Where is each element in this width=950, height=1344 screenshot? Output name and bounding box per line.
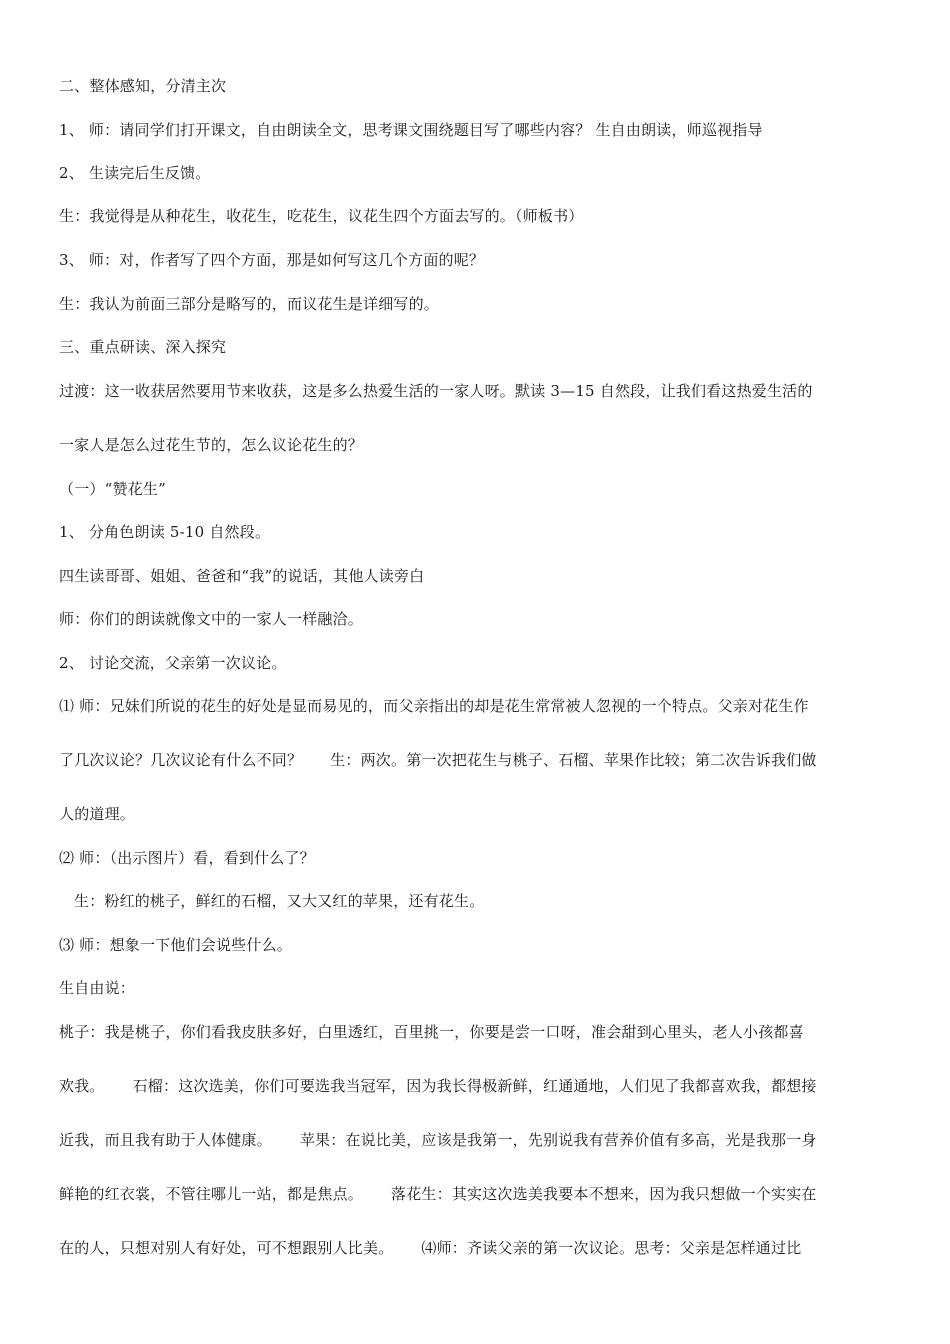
paragraph-line: 一家人是怎么过花生节的，怎么议论花生的？: [59, 436, 364, 454]
section-heading-2: 二、整体感知，分清主次: [59, 77, 227, 95]
paragraph-line: [59, 1076, 899, 1096]
paragraph-line: 生：我觉得是从种花生，收花生，吃花生，议花生四个方面去写的。（师板书）: [59, 207, 584, 225]
paragraph-segment: 近我，而且我有助于人体健康。: [59, 1131, 272, 1149]
section-heading-3: 三、重点研读、深入探究: [59, 338, 227, 356]
paragraph-line: 师：你们的朗读就像文中的一家人一样融洽。: [59, 610, 364, 628]
paragraph-line: ⑶ 师：想象一下他们会说些什么。: [59, 936, 292, 954]
paragraph-line: 3、 师：对，作者写了四个方面，那是如何写这几个方面的呢？: [59, 251, 485, 269]
paragraph-line: 人的道理。: [59, 805, 136, 823]
paragraph-segment: 落花生：其实这次选美我要本不想来，因为我只想做一个实实在: [391, 1185, 817, 1203]
subsection-heading: （一）“赞花生”: [59, 480, 166, 498]
paragraph-line: 四生读哥哥、姐姐、爸爸和“我”的说话，其他人读旁白: [59, 567, 425, 585]
paragraph-segment: 了几次议论？几次议论有什么不同？: [59, 751, 303, 769]
paragraph-line: 1、 师：请同学们打开课文，自由朗读全文，思考课文围绕题目写了哪些内容？ 生自由朗读，师巡视指导: [59, 121, 763, 139]
paragraph-line: 生自由说：: [59, 979, 136, 997]
paragraph-line: ⑵ 师：（出示图片）看，看到什么了？: [59, 849, 315, 867]
paragraph-line: [59, 1130, 899, 1150]
paragraph-line: 2、 讨论交流，父亲第一次议论。: [59, 654, 287, 672]
paragraph-segment: 在的人，只想对别人有好处，可不想跟别人比美。: [59, 1239, 394, 1257]
paragraph-line: [59, 1238, 899, 1258]
paragraph-line: ⑴ 师：兄妹们所说的花生的好处是显而易见的，而父亲指出的却是花生常常被人忽视的一个特点。父亲对花生作: [59, 697, 809, 715]
paragraph-line: 过渡：这一收获居然要用节来收获，这是多么热爱生活的一家人呀。默读 3—15 自然段，让我们看这热爱生活的: [59, 382, 813, 400]
paragraph-line: [59, 750, 899, 770]
paragraph-segment: 苹果：在说比美，应该是我第一，先别说我有营养价值有多高，光是我那一身: [299, 1131, 817, 1149]
paragraph-segment: 石榴：这次选美，你们可要选我当冠军，因为我长得极新鲜，红通通地，人们见了我都喜欢我，都想接: [132, 1077, 817, 1095]
paragraph-line: 生：我认为前面三部分是略写的，而议花生是详细写的。: [59, 295, 440, 313]
paragraph-segment: ⑷师：齐读父亲的第一次议论。思考：父亲是怎样通过比: [421, 1239, 802, 1257]
paragraph-line: 1、 分角色朗读 5-10 自然段。: [59, 523, 271, 541]
paragraph-line: 2、 生读完后生反馈。: [59, 164, 211, 182]
paragraph-line: [59, 1184, 899, 1204]
paragraph-line: 桃子：我是桃子，你们看我皮肤多好，白里透红，百里挑一，你要是尝一口呀，准会甜到心里头，老人小孩都喜: [59, 1023, 804, 1041]
paragraph-line: [59, 891, 899, 911]
paragraph-segment: 生：粉红的桃子，鲜红的石榴，又大又红的苹果，还有花生。: [74, 892, 485, 910]
paragraph-segment: 欢我。: [59, 1077, 105, 1095]
paragraph-segment: 鲜艳的红衣裳，不管往哪儿一站，都是焦点。: [59, 1185, 364, 1203]
paragraph-segment: 生：两次。第一次把花生与桃子、石榴、苹果作比较；第二次告诉我们做: [330, 751, 817, 769]
